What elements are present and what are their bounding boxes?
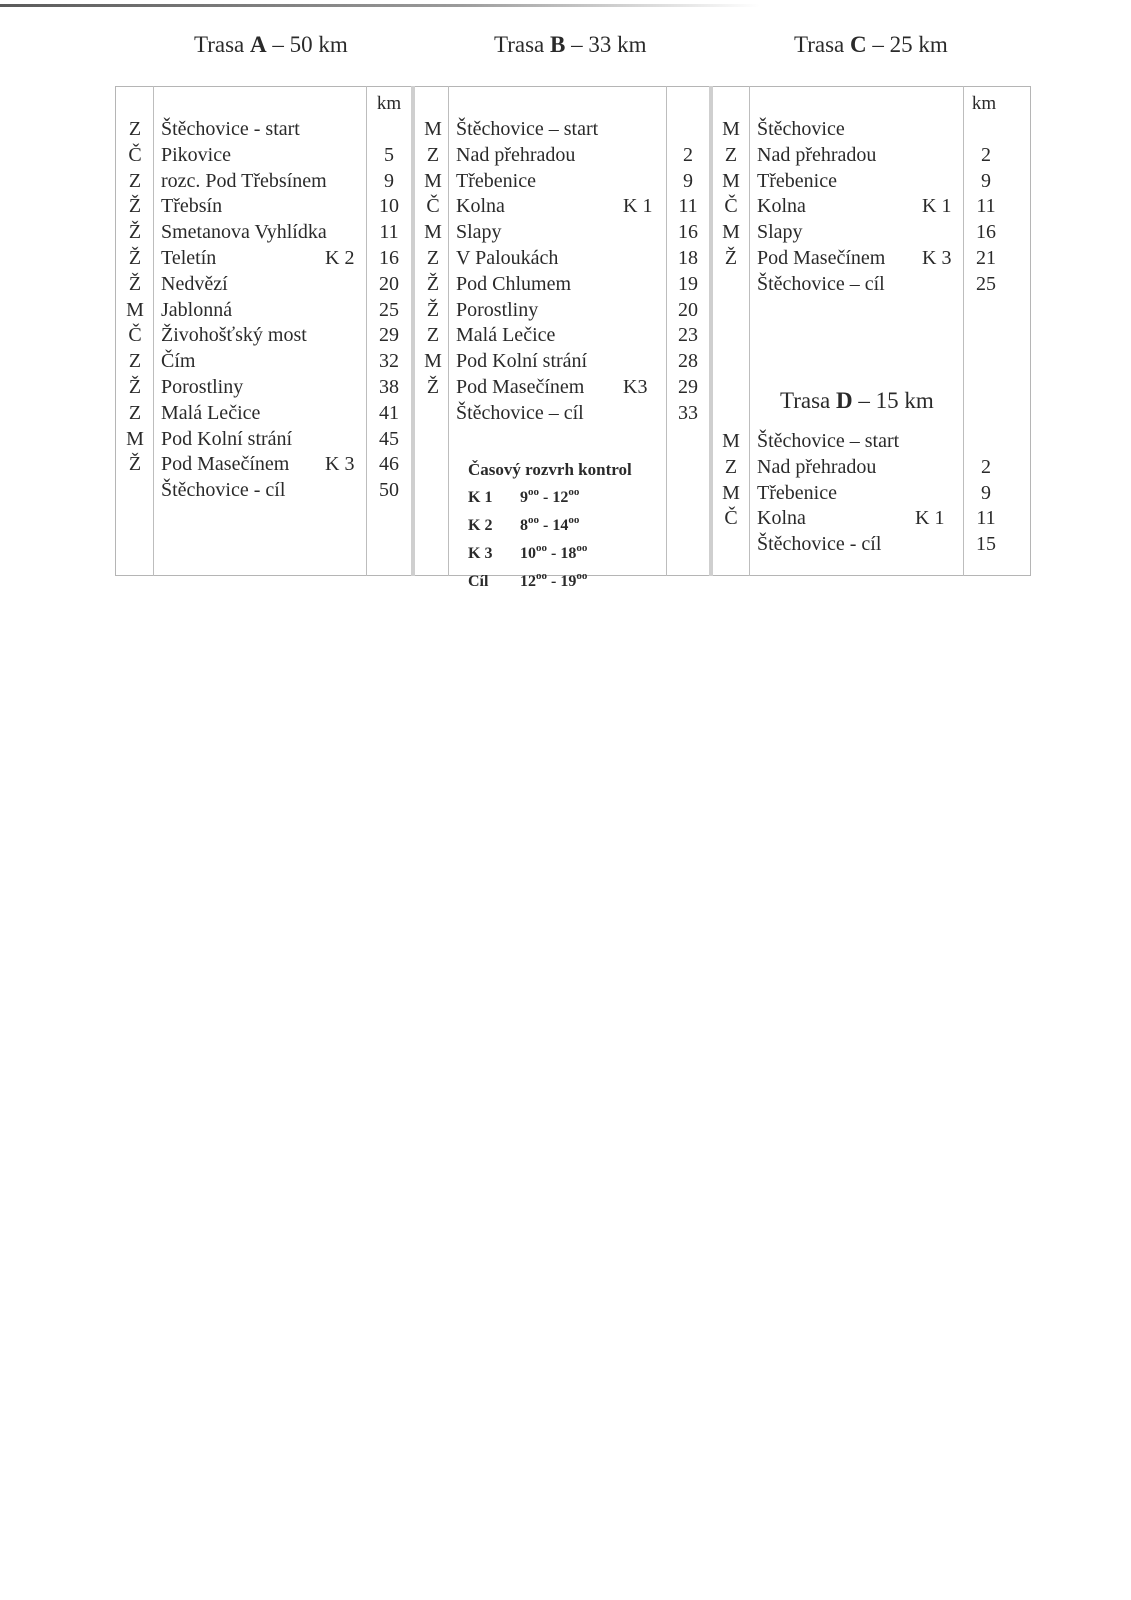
trail-mark: M: [424, 350, 442, 373]
schedule-rows: [468, 481, 632, 593]
waypoint-name: Štěchovice – cíl: [757, 272, 885, 295]
schedule-separator: -: [547, 545, 561, 562]
trail-mark: M: [424, 221, 442, 244]
waypoint-name: rozc. Pod Třebsínem: [161, 169, 327, 192]
schedule-control-label: K 3: [468, 545, 493, 562]
waypoint-name: Slapy: [757, 221, 803, 244]
route-b-title: Trasa B – 33 km: [494, 32, 647, 57]
waypoint-km: 10: [379, 195, 399, 218]
schedule-control-label: K 1: [468, 489, 493, 506]
trail-mark: Ž: [724, 247, 738, 269]
waypoint-name: Štěchovice – start: [757, 430, 900, 452]
route-a-title: Trasa A – 50 km: [194, 32, 348, 57]
divider-a-mark: [153, 86, 154, 576]
waypoint-name: Čím: [161, 350, 196, 373]
trail-mark: Ž: [128, 247, 142, 269]
waypoint-km: 15: [976, 533, 996, 556]
schedule-row: [468, 509, 632, 537]
schedule-row: [468, 481, 632, 509]
schedule-from-hour: 8: [520, 517, 528, 534]
waypoint-km: 28: [678, 350, 698, 373]
trail-mark: Z: [724, 455, 738, 478]
trail-mark: Ž: [128, 453, 142, 476]
waypoint-name: Štěchovice – cíl: [456, 401, 584, 424]
waypoint-km: 9: [384, 169, 394, 192]
waypoint-km: 11: [678, 195, 698, 218]
schedule-to-hour: 19: [560, 573, 577, 590]
schedule-separator: -: [539, 517, 553, 534]
trail-mark: Č: [128, 143, 142, 166]
trail-mark: M: [722, 481, 740, 504]
waypoint-name: Malá Lečice: [161, 401, 261, 424]
trail-mark: Č: [724, 507, 738, 530]
waypoint-name: Štěchovice – start: [456, 118, 599, 140]
schedule-control-label: Cíl: [468, 573, 489, 590]
waypoint-km: 5: [384, 143, 394, 166]
waypoint-km: 19: [678, 272, 698, 295]
waypoint-name: Slapy: [456, 221, 502, 244]
waypoint-km: 18: [678, 247, 698, 269]
trail-mark: Č: [426, 195, 440, 218]
scan-edge: [0, 4, 760, 7]
waypoint-name: Kolna: [757, 195, 806, 218]
waypoint-km: 23: [678, 324, 698, 347]
schedule-to-hour: 18: [560, 545, 577, 562]
waypoint-name: Třebenice: [757, 169, 837, 192]
control-point: K 3: [922, 247, 952, 269]
waypoint-km: 50: [379, 479, 399, 502]
schedule-to-minute: oo: [568, 514, 580, 526]
waypoint-name: Třebsín: [161, 195, 223, 218]
schedule-separator: -: [539, 489, 553, 506]
control-point: K 1: [922, 195, 952, 218]
schedule-control-label: K 2: [468, 517, 493, 534]
trail-mark: Z: [128, 401, 142, 424]
trail-mark: Ž: [426, 272, 440, 295]
trail-mark: Z: [724, 143, 738, 166]
trail-mark: Ž: [426, 376, 440, 398]
trail-mark: M: [722, 169, 740, 192]
waypoint-name: Teletín: [161, 247, 217, 269]
schedule-row: [468, 537, 632, 565]
waypoint-name: Porostliny: [456, 298, 539, 321]
waypoint-name: Smetanova Vyhlídka: [161, 221, 327, 244]
waypoint-name: Nad přehradou: [757, 143, 877, 166]
schedule-to-minute: oo: [576, 542, 588, 554]
route-a-km-header: km: [376, 93, 402, 114]
waypoint-name: Pod Masečínem: [456, 376, 585, 398]
waypoint-km: 16: [678, 221, 698, 244]
schedule-separator: -: [547, 573, 561, 590]
waypoint-name: Štěchovice - start: [161, 118, 300, 140]
trail-mark: Ž: [426, 298, 440, 321]
schedule-to-hour: 14: [552, 517, 569, 534]
waypoint-name: Malá Lečice: [456, 324, 556, 347]
trail-mark: Z: [426, 247, 440, 269]
trail-mark: Ž: [128, 272, 142, 295]
trail-mark: M: [722, 430, 740, 452]
waypoint-name: Štěchovice - cíl: [161, 479, 286, 502]
waypoint-km: 11: [976, 507, 996, 530]
waypoint-km: 21: [976, 247, 996, 269]
waypoint-name: Kolna: [456, 195, 505, 218]
waypoint-km: 25: [976, 272, 996, 295]
waypoint-km: 20: [678, 298, 698, 321]
trail-mark: Č: [724, 195, 738, 218]
waypoint-name: Pod Kolní strání: [456, 350, 588, 373]
divider-c-mark: [749, 86, 750, 576]
trail-mark: M: [722, 118, 740, 140]
waypoint-name: Nedvězí: [161, 272, 228, 295]
schedule-to-minute: oo: [568, 486, 580, 498]
waypoint-name: Štěchovice: [757, 118, 845, 140]
waypoint-km: 2: [683, 143, 693, 166]
trail-mark: M: [126, 298, 144, 321]
control-point: K 1: [915, 507, 945, 530]
waypoint-km: 29: [379, 324, 399, 347]
trail-mark: Ž: [128, 221, 142, 244]
waypoint-name: Třebenice: [757, 481, 837, 504]
schedule-from-minute: oo: [536, 542, 547, 554]
trail-mark: Č: [128, 324, 142, 347]
waypoint-name: Třebenice: [456, 169, 536, 192]
waypoint-km: 9: [981, 481, 991, 504]
trail-mark: Ž: [128, 195, 142, 218]
waypoint-km: 25: [379, 298, 399, 321]
waypoint-km: 16: [379, 247, 399, 269]
waypoint-name: Nad přehradou: [757, 455, 877, 478]
schedule-from-hour: 12: [520, 573, 536, 590]
schedule-from-hour: 10: [520, 545, 536, 562]
waypoint-name: Jablonná: [161, 298, 233, 321]
waypoint-name: Pod Kolní strání: [161, 427, 293, 450]
waypoint-km: 32: [379, 350, 399, 373]
waypoint-km: 45: [379, 427, 399, 450]
waypoint-km: 2: [981, 143, 991, 166]
waypoint-name: Porostliny: [161, 376, 244, 398]
trail-mark: Z: [128, 350, 142, 373]
route-c-km-header: km: [971, 93, 997, 114]
waypoint-km: 29: [678, 376, 698, 398]
waypoint-km: 11: [379, 221, 399, 244]
waypoint-name: Štěchovice - cíl: [757, 533, 882, 556]
trail-mark: Z: [128, 118, 142, 140]
control-point: K 2: [325, 247, 355, 269]
waypoint-km: 41: [379, 401, 399, 424]
waypoint-name: Kolna: [757, 507, 806, 530]
waypoint-km: 33: [678, 401, 698, 424]
waypoint-km: 16: [976, 221, 996, 244]
waypoint-km: 11: [976, 195, 996, 218]
control-point: K3: [623, 376, 648, 398]
schedule-to-hour: 12: [552, 489, 569, 506]
waypoint-name: V Paloukách: [456, 247, 559, 269]
schedule-row: [468, 565, 632, 593]
waypoint-name: Pod Chlumem: [456, 272, 572, 295]
schedule-to-minute: oo: [576, 570, 588, 582]
control-schedule: [468, 458, 632, 593]
trail-mark: Z: [128, 169, 142, 192]
schedule-from-minute: oo: [536, 570, 547, 582]
waypoint-km: 46: [379, 453, 399, 476]
control-point: K 3: [325, 453, 355, 476]
schedule-from-minute: oo: [528, 514, 539, 526]
waypoint-name: Nad přehradou: [456, 143, 576, 166]
route-d-title: Trasa D – 15 km: [780, 388, 934, 413]
trail-mark: Z: [426, 324, 440, 347]
waypoint-name: Pod Masečínem: [757, 247, 886, 269]
trail-mark: M: [424, 118, 442, 140]
trail-mark: M: [424, 169, 442, 192]
schedule-from-hour: 9: [520, 489, 528, 506]
trail-mark: Ž: [128, 376, 142, 398]
waypoint-km: 2: [981, 455, 991, 478]
divider-b-mark: [448, 86, 449, 576]
waypoint-km: 20: [379, 272, 399, 295]
waypoint-km: 9: [981, 169, 991, 192]
divider-a-b: [411, 86, 415, 576]
trail-mark: Z: [426, 143, 440, 166]
route-c-title: Trasa C – 25 km: [794, 32, 948, 57]
waypoint-name: Živohošťský most: [161, 324, 307, 347]
trail-mark: M: [722, 221, 740, 244]
trail-mark: M: [126, 427, 144, 450]
waypoint-km: 9: [683, 169, 693, 192]
waypoint-name: Pikovice: [161, 143, 231, 166]
waypoint-km: 38: [379, 376, 399, 398]
control-point: K 1: [623, 195, 653, 218]
schedule-title: Časový rozvrh kontrol: [468, 460, 632, 479]
schedule-from-minute: oo: [528, 486, 539, 498]
waypoint-name: Pod Masečínem: [161, 453, 290, 476]
